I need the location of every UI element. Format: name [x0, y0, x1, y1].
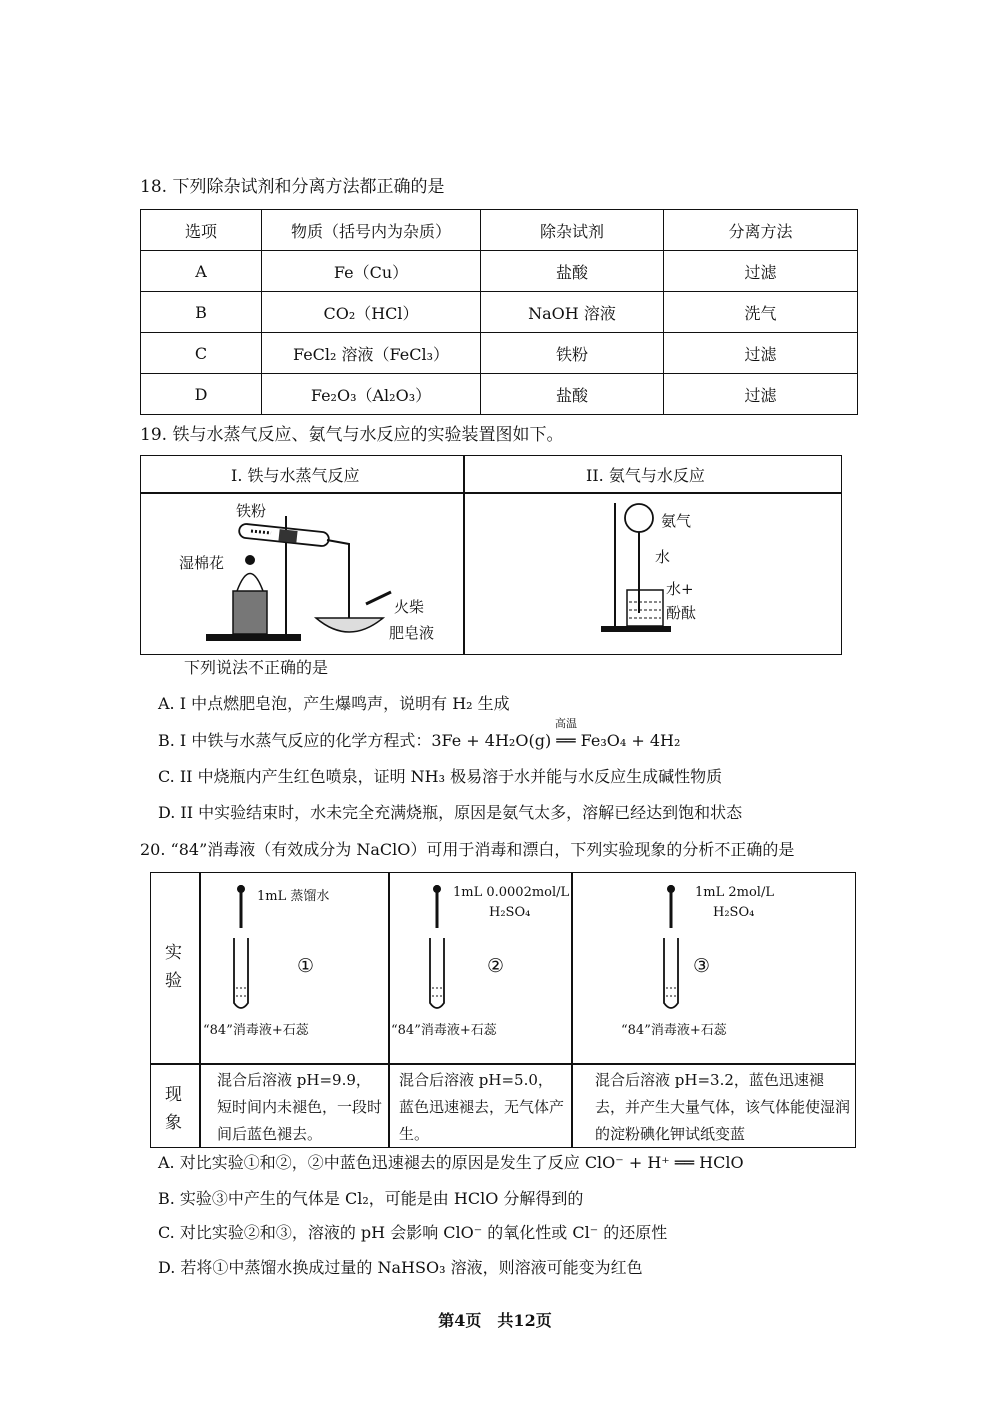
reagent-label: H₂SO₄: [489, 905, 531, 920]
q19-option-d: D. II 中实验结束时，水未完全充满烧瓶，原因是氨气太多，溶解已经达到饱和状态: [158, 803, 743, 822]
divider: [388, 873, 390, 1147]
q20-stem: 20. “84”消毒液（有效成分为 NaClO）可用于消毒和漂白，下列实验现象的分析不正确的是: [140, 840, 795, 859]
wet-cotton-label: 湿棉花: [179, 554, 225, 572]
reagent-label: 1mL 2mol/L: [695, 885, 774, 900]
header-cell: 分离方法: [664, 210, 858, 251]
phenolphthalein-label: 酚酞: [666, 604, 697, 622]
table-cell: D: [141, 374, 262, 415]
match-label: 火柴: [394, 598, 425, 616]
q20-table: [150, 872, 856, 1148]
table-cell: 铁粉: [481, 333, 664, 374]
col1-title: I. 铁与水蒸气反应: [231, 466, 360, 485]
table-cell: C: [141, 333, 262, 374]
reagent-label: 1mL 0.0002mol/L: [453, 885, 570, 900]
table-cell: B: [141, 292, 262, 333]
table-cell: Fe（Cu）: [262, 251, 481, 292]
divider: [199, 873, 201, 1147]
observation-text: 混合后溶液 pH=9.9，短时间内未褪色，一段时间后蓝色褪去。: [217, 1071, 383, 1143]
q20-option-d: D. 若将①中蒸馏水换成过量的 NaHSO₃ 溶液，则溶液可能变为红色: [158, 1258, 643, 1277]
table-cell: A: [141, 251, 262, 292]
table-row: [141, 251, 858, 292]
ammonia-label: 氨气: [661, 512, 692, 530]
header-cell: 物质（括号内为杂质）: [262, 210, 481, 251]
divider: [463, 456, 465, 654]
experiment-number: ②: [487, 955, 505, 977]
header-cell: 除杂试剂: [481, 210, 664, 251]
observation-text: 混合后溶液 pH=3.2，蓝色迅速褪去，并产生大量气体，该气体能使湿润的淀粉碘化钾试纸变蓝: [595, 1071, 851, 1143]
table-cell: Fe₂O₃（Al₂O₃）: [262, 374, 481, 415]
water-plus-label: 水+: [666, 580, 694, 598]
table-cell: 盐酸: [481, 374, 664, 415]
reaction-condition: 高温: [555, 717, 577, 730]
q19-option-b: B. I 中铁与水蒸气反应的化学方程式：3Fe + 4H₂O(g) ══ Fe₃O₄ + 4H₂: [158, 731, 681, 750]
table-cell: 过滤: [664, 251, 858, 292]
test-tube-icon: [427, 883, 457, 1013]
col2-title: II. 氨气与水反应: [586, 466, 705, 485]
water-label: 水: [655, 548, 671, 566]
table-cell: FeCl₂ 溶液（FeCl₃）: [262, 333, 481, 374]
table-row: [141, 374, 858, 415]
q20-option-a: A. 对比实验①和②，②中蓝色迅速褪去的原因是发生了反应 ClO⁻ + H⁺ ══ HClO: [158, 1153, 744, 1172]
table-cell: 盐酸: [481, 251, 664, 292]
q19-figure-box: [140, 455, 842, 655]
reagent-label: 1mL 蒸馏水: [257, 889, 330, 904]
q19-prompt: 下列说法不正确的是: [184, 658, 329, 677]
solution-label: “84”消毒液+石蕊: [391, 1023, 497, 1038]
divider: [141, 492, 841, 494]
soap-label: 肥皂液: [389, 624, 435, 642]
table-cell: 洗气: [664, 292, 858, 333]
header-cell: 选项: [141, 210, 262, 251]
table-cell: CO₂（HCl）: [262, 292, 481, 333]
q19-option-c: C. II 中烧瓶内产生红色喷泉，证明 NH₃ 极易溶于水并能与水反应生成碱性物质: [158, 767, 723, 786]
q20-option-c: C. 对比实验②和③，溶液的 pH 会影响 ClO⁻ 的氧化性或 Cl⁻ 的还原性: [158, 1223, 668, 1242]
page-footer: 第4页 共12页: [438, 1311, 552, 1330]
row-label-experiment: 实验: [165, 943, 182, 991]
table-header-row: [141, 210, 858, 251]
q19-stem: 19. 铁与水蒸气反应、氨气与水反应的实验装置图如下。: [140, 425, 564, 445]
reagent-label: H₂SO₄: [713, 905, 755, 920]
q20-option-b: B. 实验③中产生的气体是 Cl₂，可能是由 HClO 分解得到的: [158, 1189, 584, 1208]
solution-label: “84”消毒液+石蕊: [203, 1023, 309, 1038]
experiment-number: ①: [297, 955, 315, 977]
row-label-observation: 现象: [165, 1085, 182, 1133]
iron-powder-label: 铁粉: [236, 502, 267, 520]
solution-label: “84”消毒液+石蕊: [621, 1023, 727, 1038]
q18-stem: 18. 下列除杂试剂和分离方法都正确的是: [140, 177, 445, 197]
test-tube-icon: [661, 883, 691, 1013]
q18-table: [140, 209, 858, 415]
divider: [571, 873, 573, 1147]
observation-text: 混合后溶液 pH=5.0，蓝色迅速褪去，无气体产生。: [399, 1071, 565, 1143]
test-tube-icon: [231, 883, 261, 1013]
table-row: [141, 333, 858, 374]
divider: [151, 1063, 855, 1065]
table-row: [141, 292, 858, 333]
table-cell: 过滤: [664, 374, 858, 415]
q19-option-a: A. I 中点燃肥皂泡，产生爆鸣声，说明有 H₂ 生成: [158, 694, 510, 713]
table-cell: NaOH 溶液: [481, 292, 664, 333]
table-cell: 过滤: [664, 333, 858, 374]
experiment-number: ③: [693, 955, 711, 977]
